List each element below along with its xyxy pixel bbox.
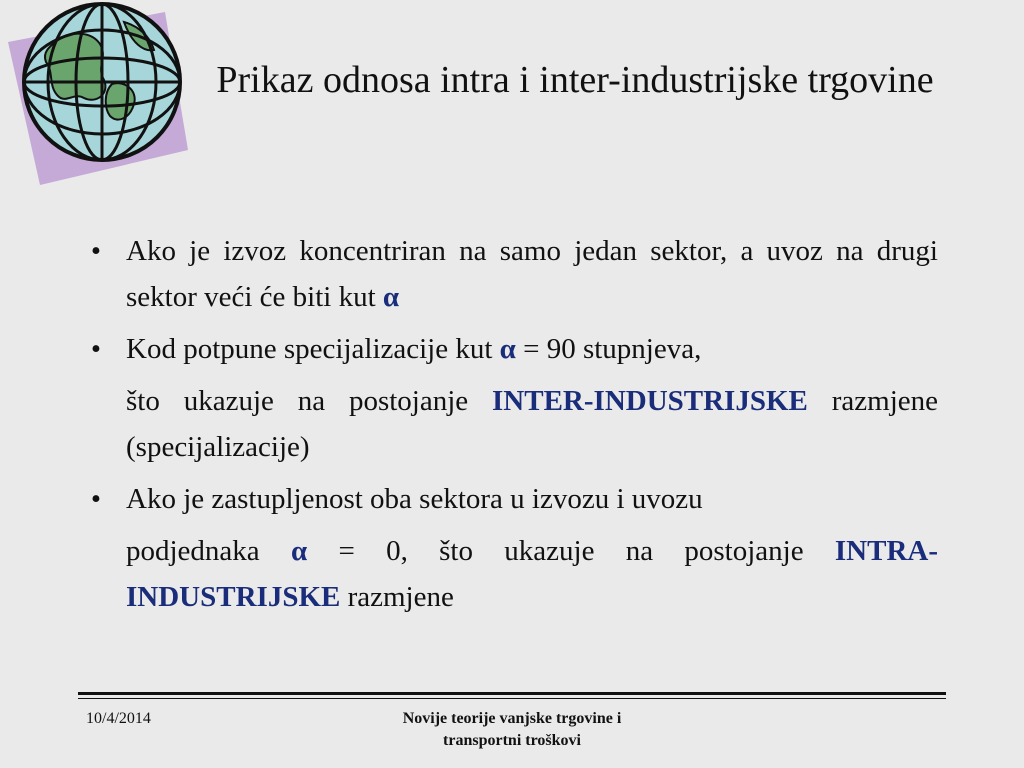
bullet-dot: • <box>90 235 102 267</box>
intra-industrijske-term: INTRA-INDUSTRIJSKE <box>126 535 939 613</box>
alpha-symbol: α <box>499 333 516 365</box>
footer-title-line1: Novije teorije vanjske trgovine i <box>402 710 622 727</box>
alpha-symbol: α <box>382 281 400 313</box>
bullet-dot: • <box>90 333 102 365</box>
paragraph-text: što ukazuje na postojanje <box>126 385 469 417</box>
paragraph-text-middle: = 0, što ukazuje na postojanje <box>338 535 804 567</box>
paragraph-text: podjednaka <box>126 535 260 567</box>
globe-icon <box>0 0 200 190</box>
bullet-text-after: = 90 stupnjeva, <box>523 333 702 365</box>
slide-body <box>86 228 938 626</box>
paragraph-text-after: razmjene (specijalizacije) <box>126 385 938 463</box>
continuation-paragraph <box>86 378 938 470</box>
bullet-item <box>86 326 938 372</box>
bullet-dot: • <box>90 483 102 515</box>
bullet-text: Kod potpune specijalizacije kut <box>126 333 493 365</box>
alpha-symbol: α <box>290 535 308 567</box>
footer-title <box>352 708 672 752</box>
inter-industrijske-term: INTER-INDUSTRIJSKE <box>492 385 808 417</box>
footer-divider-thin <box>78 698 946 699</box>
footer-title-line2: transportni troškovi <box>443 732 581 749</box>
bullet-text: Ako je izvoz koncentriran na samo jedan sektor, a uvoz na drugi sektor veći će biti kut <box>126 235 938 313</box>
footer-date: 10/4/2014 <box>86 710 151 727</box>
footer-divider <box>78 692 946 695</box>
slide-title: Prikaz odnosa intra i inter-industrijske trgovine <box>216 59 934 101</box>
bullet-item <box>86 476 938 522</box>
bullet-text: Ako je zastupljenost oba sektora u izvozu i uvozu <box>126 483 703 515</box>
bullet-item <box>86 228 938 320</box>
continuation-paragraph <box>86 528 938 620</box>
paragraph-text-after: razmjene <box>347 581 454 613</box>
